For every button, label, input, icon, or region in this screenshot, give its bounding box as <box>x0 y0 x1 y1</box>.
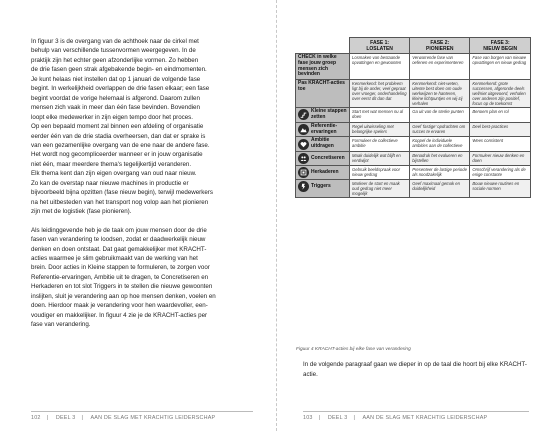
left-body-text <box>31 37 253 330</box>
left-footer: 102 | DEEL 3 | AAN DE SLAG MET KRACHTIG LEIDERSCHAP <box>31 411 253 421</box>
header-phase-1: FASE 1: LOSLATEN <box>350 38 410 54</box>
steps-icon <box>298 109 309 120</box>
mountain-icon <box>298 124 309 135</box>
table-cell: Ga uit van de sterke punten <box>410 108 470 123</box>
table-cell: Benadruk het evalueren en bijstellen <box>410 151 470 165</box>
trigger-icon <box>298 181 309 192</box>
table-cell: Kenmerkend: niet-weten, uitente best doen om oude werkwijzen te hanteren, kleine lichtpuntjes en wij-zij verhalen <box>410 80 470 108</box>
table-corner <box>296 38 350 54</box>
row-label: CHECK in welke fase jouw groep mensen zich bevinden <box>298 54 337 78</box>
row-label-cell <box>296 179 350 197</box>
table-cell: Kenmerkend: het probleem ligt bij de ander, veel gepraat over vroeger, onderhandeling over eerst dit dan dat <box>350 80 410 108</box>
right-body-text: In de volgende paragraaf gaan we dieper in op de taal die hoort bij elke KRACHT-actie. <box>303 361 527 378</box>
row-label-cell <box>296 151 350 165</box>
table-row <box>296 122 531 137</box>
table-body <box>296 54 531 198</box>
frame-icon <box>298 167 309 178</box>
header-phase-3: FASE 3: NIEUW BEGIN <box>470 38 531 54</box>
left-page <box>0 0 276 431</box>
table-cell: Fase van borgen van nieuwe opvattingen en nieuw gedrag <box>470 54 531 80</box>
row-label-cell <box>296 80 350 108</box>
kracht-table-wrap <box>295 37 531 198</box>
table-cell: Regel uitwisseling met belangrijke spelers <box>350 122 410 137</box>
row-label: Triggers <box>311 182 331 189</box>
table-row <box>296 108 531 123</box>
row-label-cell <box>296 108 350 123</box>
footer-title: AAN DE SLAG MET KRACHTIG LEIDERSCHAP <box>362 415 488 421</box>
row-label-cell <box>296 137 350 152</box>
row-label: Ambitie uitdragen <box>311 137 334 150</box>
table-cell: Formuleer nieuw denken en doen <box>470 151 531 165</box>
table-row <box>296 151 531 165</box>
row-label: Herkaderen <box>311 168 339 175</box>
table-cell: Koppel de individuele ambities aan de collectieve <box>410 137 470 152</box>
table-row <box>296 179 531 197</box>
table-row <box>296 137 531 152</box>
table-row <box>296 80 531 108</box>
footer-section: DEEL 3 <box>55 415 76 421</box>
page-spine <box>276 0 277 431</box>
table-cell: Omschrijf verandering als de enige constante <box>470 165 531 179</box>
figure-caption: Figuur 4 KRACHT-acties bij elke fase van verandering <box>296 347 411 352</box>
row-label-cell <box>296 54 350 80</box>
row-label: Referentie-ervaringen <box>311 122 338 135</box>
footer-section: DEEL 3 <box>327 415 348 421</box>
paragraph: Als leidinggevende heb je de taak om jouw mensen door de drie fasen van verandering te loodsen, zodat er daadwerkelijk nieuw denken en doen ontstaat. Dat gaat gemakkelijker met KRACHT- acties waarmee je slim gebruikmaakt van de werking van het brein. Door acties in Kleine stappen te formuleren, te zorgen voor Referentie-ervaringen, Ambitie uit te dragen, te Concretiseren en Herkaderen en tot slot Triggers in te stellen die nieuwe gewoonten inslijten, sluit je verandering aan op hoe mensen denken, voelen en doen. Hierdoor maak je verandering voor hen waardevoller, een- voudiger en makkelijker. In figuur 4 zie je de KRACHT-acties per fase van verandering. <box>31 226 216 329</box>
table-cell: Geef 'lastige' opdrachten om succes te ervaren <box>410 122 470 137</box>
table-row <box>296 165 531 179</box>
row-label-cell <box>296 122 350 137</box>
table-cell: Formuleer de collectieve ambitie <box>350 137 410 152</box>
table-cell: Wees consistent <box>470 137 531 152</box>
table-cell: Bouw nieuwe routines en sociale normen <box>470 179 531 197</box>
table-cell: Start met wat mensen nu al doen <box>350 108 410 123</box>
row-label: Kleine stappen zetten <box>311 108 347 120</box>
table-cell: Geef maximaal gemak en duidelijkheid <box>410 179 470 197</box>
table-cell: Kenmerkend: grote successen, afgeronde deels wel/niet uitgevoerd, verhalen over anderen zijn positief, focus op de toekomst <box>470 80 531 108</box>
right-page <box>279 0 555 431</box>
people-icon <box>298 153 309 164</box>
header-phase-2: FASE 2: PIONIEREN <box>410 38 470 54</box>
paragraph: In figuur 3 is de overgang van de achthoek naar de cirkel met behulp van verschillende tussenvormen weergegeven. In de praktijk zijn het echter geen afzonderlijke vormen. Zo hebben de drie fasen geen strak afgebakende begin- en eindmomenten. Je kunt helaas niet instellen dat op 1 januari de volgende fase begint. In werkelijkheid overlappen de drie fasen elkaar; een fase begint voordat de vorige helemaal is afgerond. Daarom zullen mensen zich vaak in meer dan één fase bevinden. Bovendien loopt elke medewerker in zijn eigen tempo door het proces. Op een bepaald moment zal binnen een afdeling of organisatie eerder één van de drie stadia overheersen, dan dat er sprake is van een gezamenlijke overgang van de ene naar de andere fase. Het wordt nog gecompliceerder wanneer er in jouw organisatie niet één, maar meerdere thema's tegelijkertijd veranderen. Elk thema kent dan zijn eigen overgang van oud naar nieuw. Zo kan de overstap naar nieuwe machines in productie er bijvoorbeeld bijna opzitten (fase nieuw begin), terwijl medewerkers na het uitbesteden van het transport nog volop aan het pionieren zijn met de logistiek (fase pionieren). <box>31 38 213 216</box>
table-cell: Deel best-practices <box>470 122 531 137</box>
right-footer: 103 | DEEL 3 | AAN DE SLAG MET KRACHTIG LEIDERSCHAP <box>303 411 529 421</box>
row-label-cell <box>296 165 350 179</box>
table-cell: Maak duidelijk wat blijft en verdwijnt <box>350 151 410 165</box>
table-cell: Presenteer de lastige periode als noodzakelijk <box>410 165 470 179</box>
table-cell: Markeer de start en maak oud gedrag niet meer mogelijk <box>350 179 410 197</box>
table-row <box>296 54 531 80</box>
heart-icon <box>298 139 309 150</box>
footer-title: AAN DE SLAG MET KRACHTIG LEIDERSCHAP <box>90 415 216 421</box>
table-cell: Verwarrende fase van oefenen en experimenteren <box>410 54 470 80</box>
row-label: Pas KRACHT-acties toe <box>298 80 345 92</box>
page-number: 102 <box>31 415 41 421</box>
page-number: 103 <box>303 415 313 421</box>
table-cell: Benoem plan en rol <box>470 108 531 123</box>
kracht-table <box>295 37 531 198</box>
table-cell: Losmaken van bestaande opvattingen en gewoonten <box>350 54 410 80</box>
row-label: Concretiseren <box>311 154 345 161</box>
table-cell: Gebruik beeldspraak voor nieuw gedrag <box>350 165 410 179</box>
